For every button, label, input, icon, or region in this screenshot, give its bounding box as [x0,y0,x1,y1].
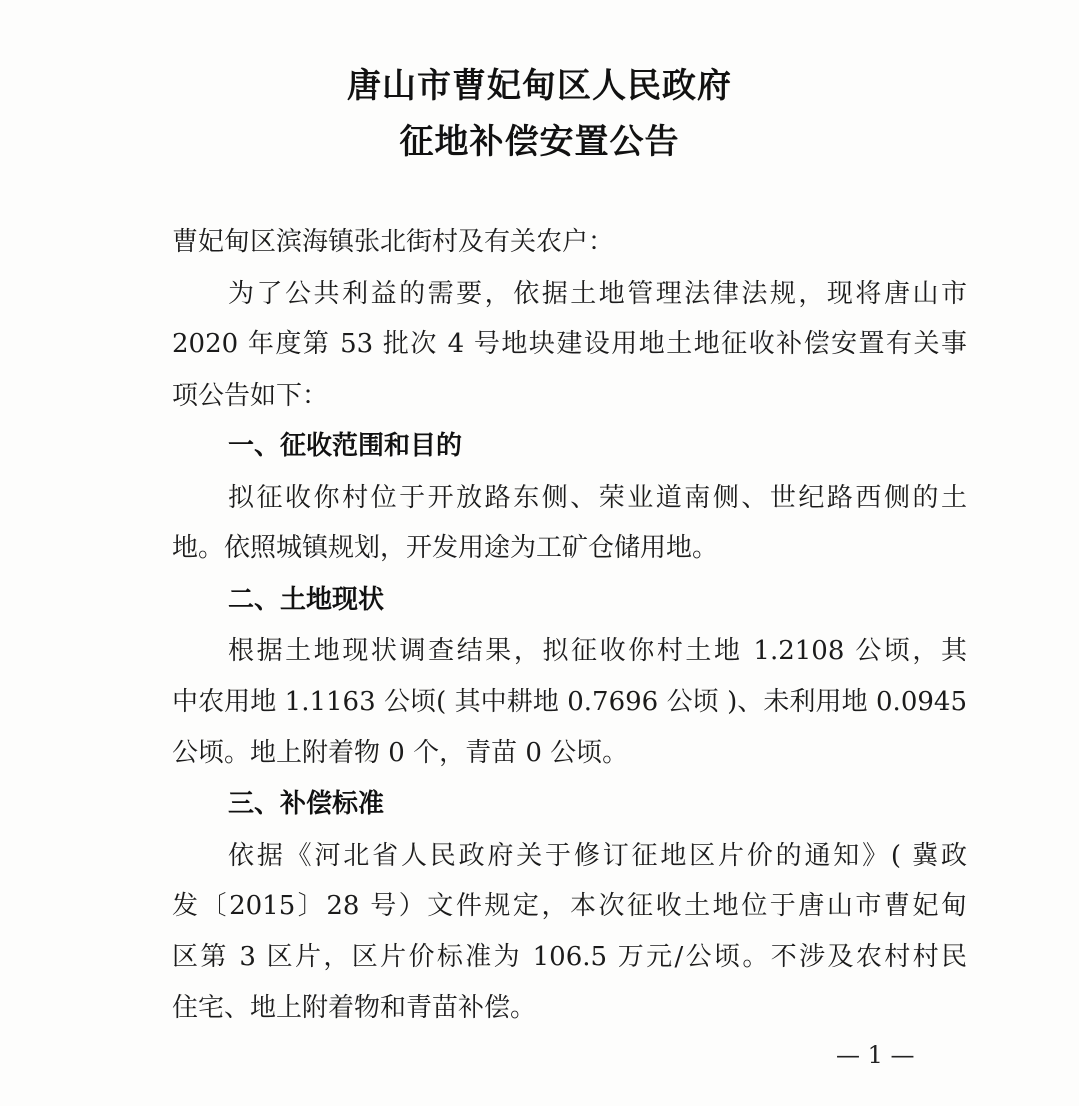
section-compensation-line-2: 发〔2015〕28 号）文件规定，本次征收土地位于唐山市曹妃甸 [172,891,967,921]
section-compensation-line-1: 依据《河北省人民政府关于修订征地区片价的通知》( 冀政 [228,841,967,871]
intro-line-3: 项公告如下： [172,381,329,411]
document-title-line2: 征地补偿安置公告 [399,122,680,162]
section-status-line-3: 公顷。地上附着物 0 个，青苗 0 公顷。 [172,738,629,768]
intro-line-2: 2020 年度第 53 批次 4 号地块建设用地土地征收补偿安置有关事 [172,329,967,359]
section-heading-status: 二、土地现状 [228,585,385,615]
section-heading-scope: 一、征收范围和目的 [228,431,463,461]
section-heading-compensation: 三、补偿标准 [228,789,385,819]
section-scope-line-2: 地。依照城镇规划，开发用途为工矿仓储用地。 [172,533,719,563]
document-title-line1: 唐山市曹妃甸区人民政府 [347,66,732,106]
section-compensation-line-3: 区第 3 区片，区片价标准为 106.5 万元/公顷。不涉及农村村民 [172,942,967,972]
section-status-line-2: 中农用地 1.1163 公顷( 其中耕地 0.7696 公顷 )、未利用地 0.0945 [172,687,967,717]
section-scope-line-1: 拟征收你村位于开放路东侧、荣业道南侧、世纪路西侧的土 [228,483,967,513]
section-status-line-1: 根据土地现状调查结果，拟征收你村土地 1.2108 公顷，其 [228,636,967,666]
page-number: — 1 — [836,1041,915,1069]
addressee: 曹妃甸区滨海镇张北街村及有关农户： [172,227,615,257]
section-compensation-line-4: 住宅、地上附着物和青苗补偿。 [172,993,537,1023]
intro-line-1: 为了公共利益的需要，依据土地管理法律法规，现将唐山市 [228,279,967,309]
